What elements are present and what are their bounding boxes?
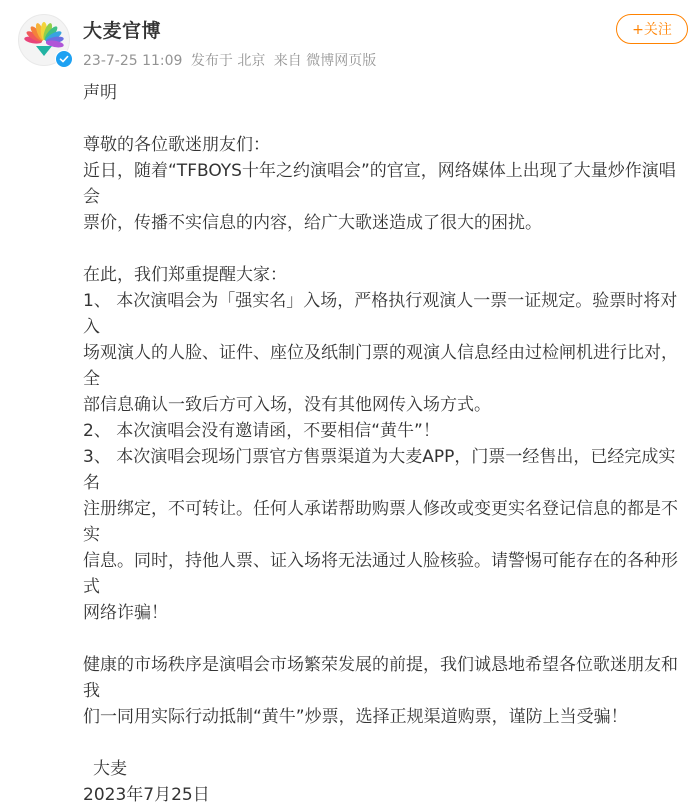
avatar[interactable] bbox=[18, 14, 70, 66]
closing-line-2: 们一同用实际行动抵制“黄牛”炒票，选择正规渠道购票，谨防上当受骗！ bbox=[83, 707, 628, 727]
follow-button[interactable]: +关注 bbox=[616, 14, 688, 44]
verified-badge-icon bbox=[55, 50, 73, 68]
intro-line-2: 票价，传播不实信息的内容，给广大歌迷造成了很大的困扰。 bbox=[83, 213, 542, 233]
closing-line-1: 健康的市场秩序是演唱会市场繁荣发展的前提，我们诚恳地希望各位歌迷朋友和我 bbox=[83, 655, 678, 701]
item-1-line-1: 1、 本次演唱会为「强实名」入场，严格执行观演人一票一证规定。验票时将对入 bbox=[83, 291, 678, 337]
item-3-line-4: 网络诈骗！ bbox=[83, 603, 168, 623]
post-title: 声明 bbox=[83, 83, 117, 103]
user-name[interactable]: 大麦官博 bbox=[83, 20, 162, 42]
post-source: 来自 微博网页版 bbox=[273, 53, 377, 69]
post-meta bbox=[83, 50, 380, 70]
item-1-line-2: 场观演人的人脸、证件、座位及纸制门票的观演人信息经由过检闸机进行比对，全 bbox=[83, 343, 678, 389]
item-2: 2、 本次演唱会没有邀请函，不要相信“黄牛”！ bbox=[83, 421, 440, 441]
post-location: 发布于 北京 bbox=[190, 53, 266, 69]
post-timestamp[interactable]: 23-7-25 11:09 bbox=[83, 53, 183, 69]
intro-line-1: 近日，随着“TFBOYS十年之约演唱会”的官宣，网络媒体上出现了大量炒作演唱会 bbox=[83, 161, 676, 207]
post-content bbox=[83, 80, 691, 808]
item-3-line-2: 注册绑定，不可转让。任何人承诺帮助购票人修改或变更实名登记信息的都是不实 bbox=[83, 499, 678, 545]
reminder-heading: 在此，我们郑重提醒大家： bbox=[83, 265, 287, 285]
signature: 大麦 bbox=[93, 759, 127, 779]
item-1-line-3: 部信息确认一致后方可入场，没有其他网传入场方式。 bbox=[83, 395, 491, 415]
item-3-line-3: 信息。同时，持他人票、证入场将无法通过人脸核验。请警惕可能存在的各种形式 bbox=[83, 551, 678, 597]
signature-date: 2023年7月25日 bbox=[83, 785, 210, 805]
greeting: 尊敬的各位歌迷朋友们： bbox=[83, 135, 270, 155]
item-3-line-1: 3、 本次演唱会现场门票官方售票渠道为大麦APP，门票一经售出，已经完成实名 bbox=[83, 447, 676, 493]
